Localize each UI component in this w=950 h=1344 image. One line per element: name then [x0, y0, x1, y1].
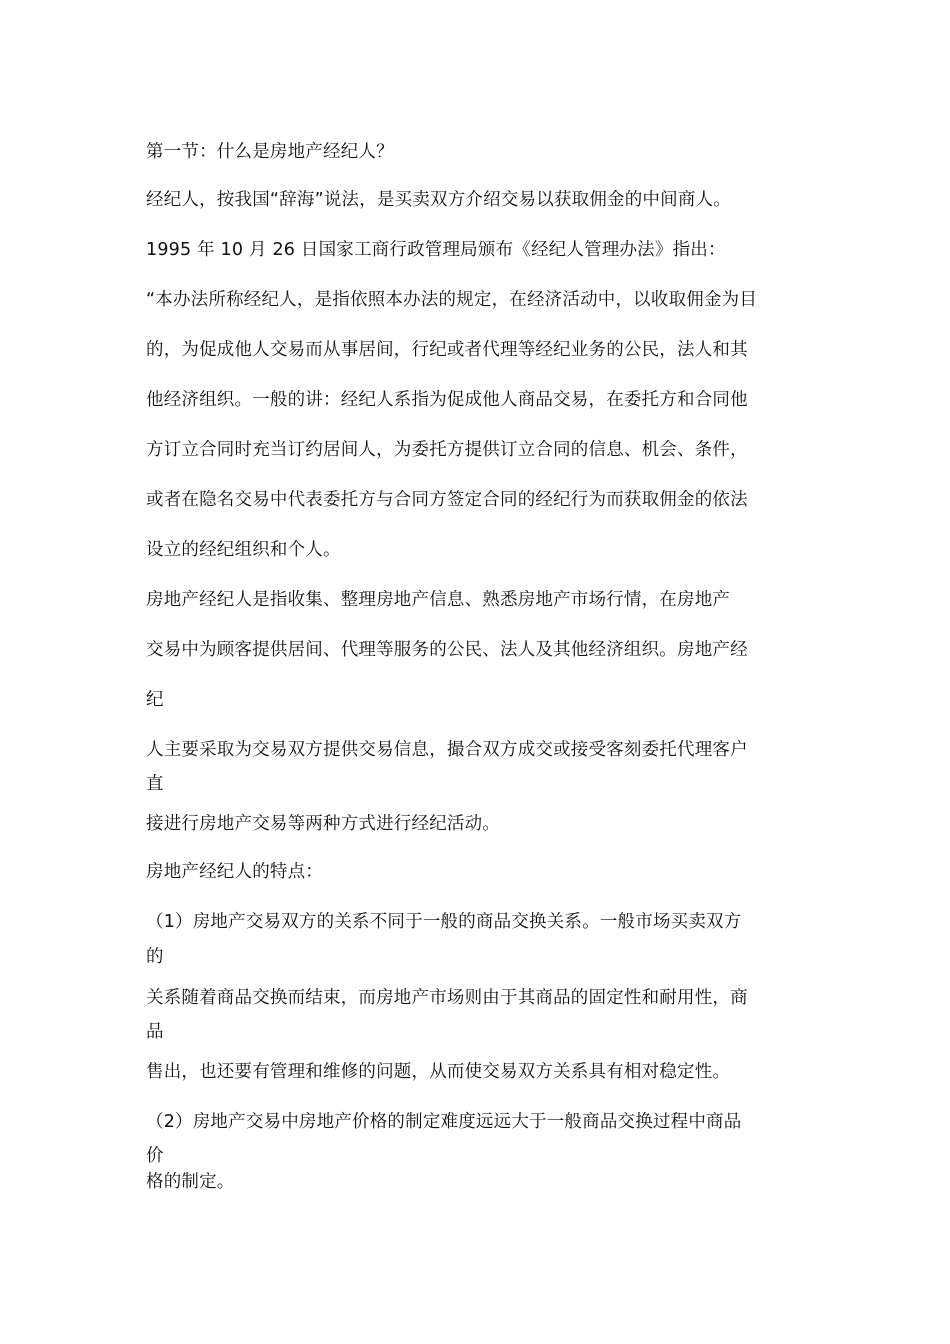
paragraph-line: 人主要采取为交易双方提供交易信息，撮合双方成交或接受客刻委托代理客户 — [146, 740, 748, 760]
paragraph-line: 方订立合同时充当订约居间人，为委托方提供订立合同的信息、机会、条件， — [146, 440, 748, 460]
paragraph-line: 交易中为顾客提供居间、代理等服务的公民、法人及其他经济组织。房地产经 — [146, 640, 748, 660]
list-item-line: 售出，也还要有管理和维修的问题，从而使交易双方关系具有相对稳定性。 — [146, 1062, 731, 1082]
paragraph-line: “本办法所称经纪人，是指依照本办法的规定，在经济活动中，以收取佣金为目 — [146, 290, 758, 310]
section-heading: 第一节：什么是房地产经纪人？ — [146, 142, 394, 162]
paragraph-line: 他经济组织。一般的讲：经纪人系指为促成他人商品交易，在委托方和合同他 — [146, 390, 748, 410]
paragraph-line: 或者在隐名交易中代表委托方与合同方签定合同的经纪行为而获取佣金的依法 — [146, 490, 748, 510]
paragraph-line: 纪 — [146, 690, 164, 710]
paragraph-line: 接进行房地产交易等两种方式进行经纪活动。 — [146, 814, 500, 834]
list-item-line: 价 — [146, 1146, 164, 1166]
list-item-line: （1）房地产交易双方的关系不同于一般的商品交换关系。一般市场买卖双方 — [146, 912, 742, 932]
list-item-line: 品 — [146, 1022, 164, 1042]
paragraph-line: 经纪人，按我国“辞海”说法，是买卖双方介绍交易以获取佣金的中间商人。 — [146, 190, 731, 210]
list-item-line: 的 — [146, 947, 164, 967]
list-item-line: 关系随着商品交换而结束，而房地产市场则由于其商品的固定性和耐用性，商 — [146, 988, 748, 1008]
paragraph-line: 房地产经纪人是指收集、整理房地产信息、熟悉房地产市场行情，在房地产 — [146, 590, 731, 610]
list-item-line: （2）房地产交易中房地产价格的制定难度远远大于一般商品交换过程中商品 — [146, 1112, 742, 1132]
paragraph-line: 设立的经纪组织和个人。 — [146, 540, 341, 560]
paragraph-line: 的，为促成他人交易而从事居间，行纪或者代理等经纪业务的公民，法人和其 — [146, 340, 748, 360]
paragraph-line: 1995 年 10 月 26 日国家工商行政管理局颁布《经纪人管理办法》指出： — [146, 240, 726, 260]
list-item-line: 格的制定。 — [146, 1172, 235, 1192]
list-heading: 房地产经纪人的特点： — [146, 862, 323, 882]
paragraph-line: 直 — [146, 774, 164, 794]
